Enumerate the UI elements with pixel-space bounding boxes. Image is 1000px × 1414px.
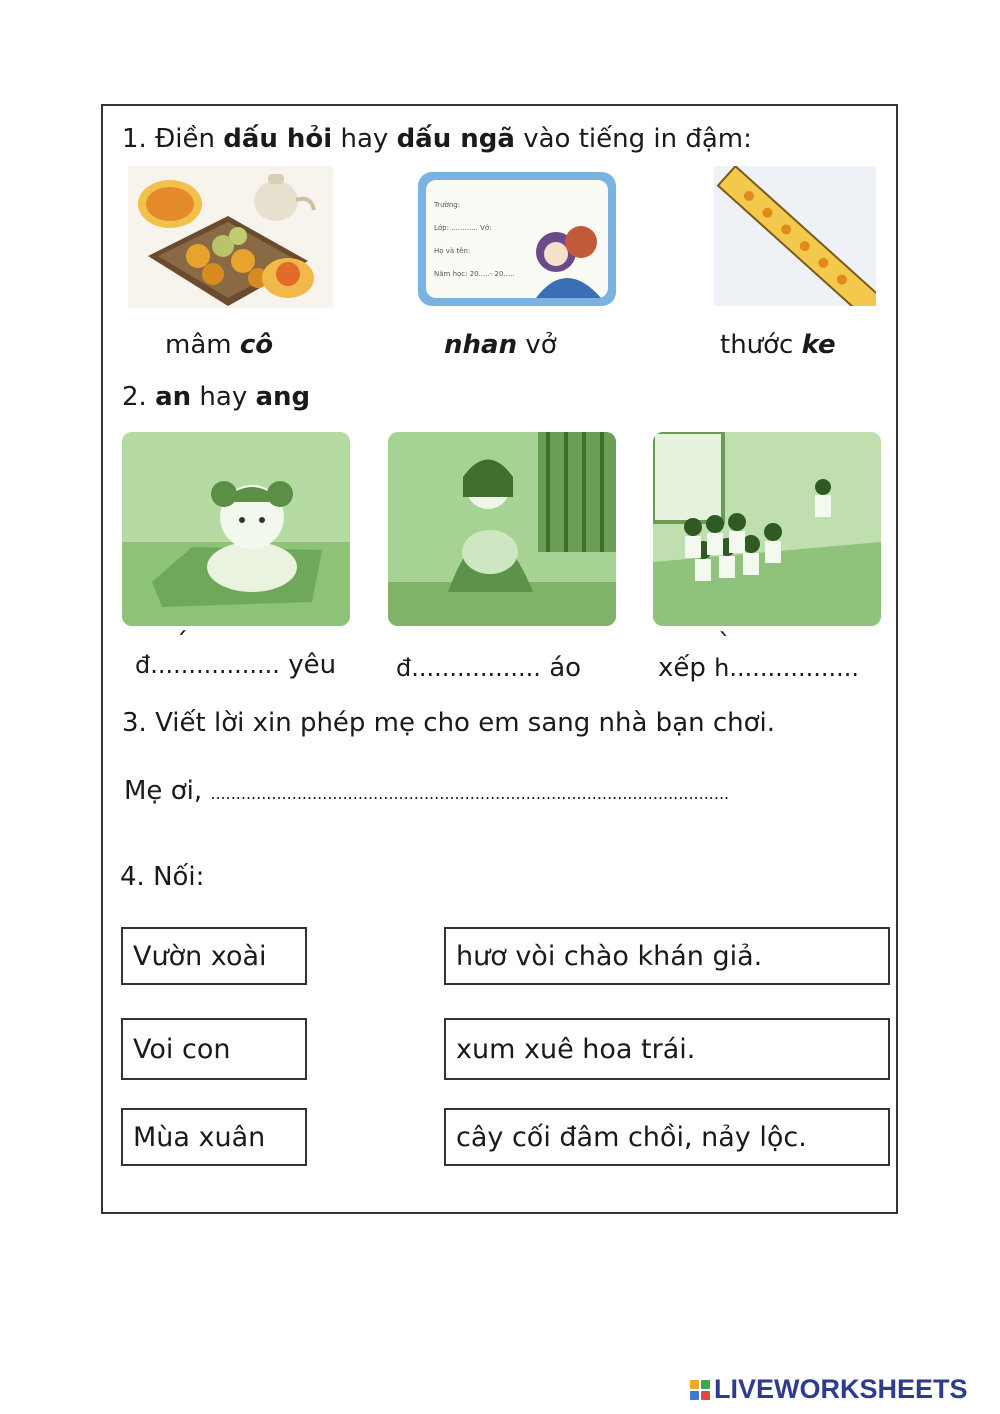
q1-caption-3: thước ke — [720, 330, 836, 360]
match-left-1[interactable]: Vườn xoài — [121, 927, 307, 985]
q4-title: 4. Nối: — [120, 862, 205, 892]
q3-title: 3. Viết lời xin phép mẹ cho em sang nhà bạn chơi. — [122, 708, 776, 738]
match-right-3[interactable]: cây cối đâm chồi, nảy lộc. — [444, 1108, 890, 1166]
match-left-2[interactable]: Voi con — [121, 1018, 307, 1080]
liveworksheets-logo: LIVEWORKSHEETS — [690, 1374, 968, 1405]
picture-mother-knitting — [388, 432, 616, 626]
q2-answer-1[interactable]: đ................. ˊ yêu — [135, 628, 337, 680]
q3-answer-line[interactable]: Mẹ ơi, ...................................................................................................... — [124, 776, 730, 806]
match-right-1[interactable]: hươ vòi chào khán giả. — [444, 927, 890, 985]
picture-ruler — [714, 166, 876, 306]
liveworksheets-logo-icon — [690, 1380, 710, 1400]
picture-baby-crawling — [122, 432, 350, 626]
match-right-2[interactable]: xum xuê hoa trái. — [444, 1018, 890, 1080]
picture-food-tray — [128, 166, 333, 308]
q1-caption-2: nhan vở — [444, 330, 557, 360]
q2-title: 2. an hay ang — [122, 382, 311, 412]
picture-notebook-label: Trường: Lớp: ............ Vở: Họ và tên: Năm học: 20.....- 20..... — [418, 172, 616, 306]
q2-answer-2[interactable]: đ................. áo — [396, 653, 582, 683]
q1-title: 1. Điền dấu hỏi hay dấu ngã vào tiếng in đậm: — [122, 124, 752, 154]
q2-answer-3[interactable]: xếp h................. ˋ — [658, 629, 860, 683]
picture-students-lining-up — [653, 432, 881, 626]
match-left-3[interactable]: Mùa xuân — [121, 1108, 307, 1166]
q1-caption-1: mâm cô — [165, 330, 274, 360]
